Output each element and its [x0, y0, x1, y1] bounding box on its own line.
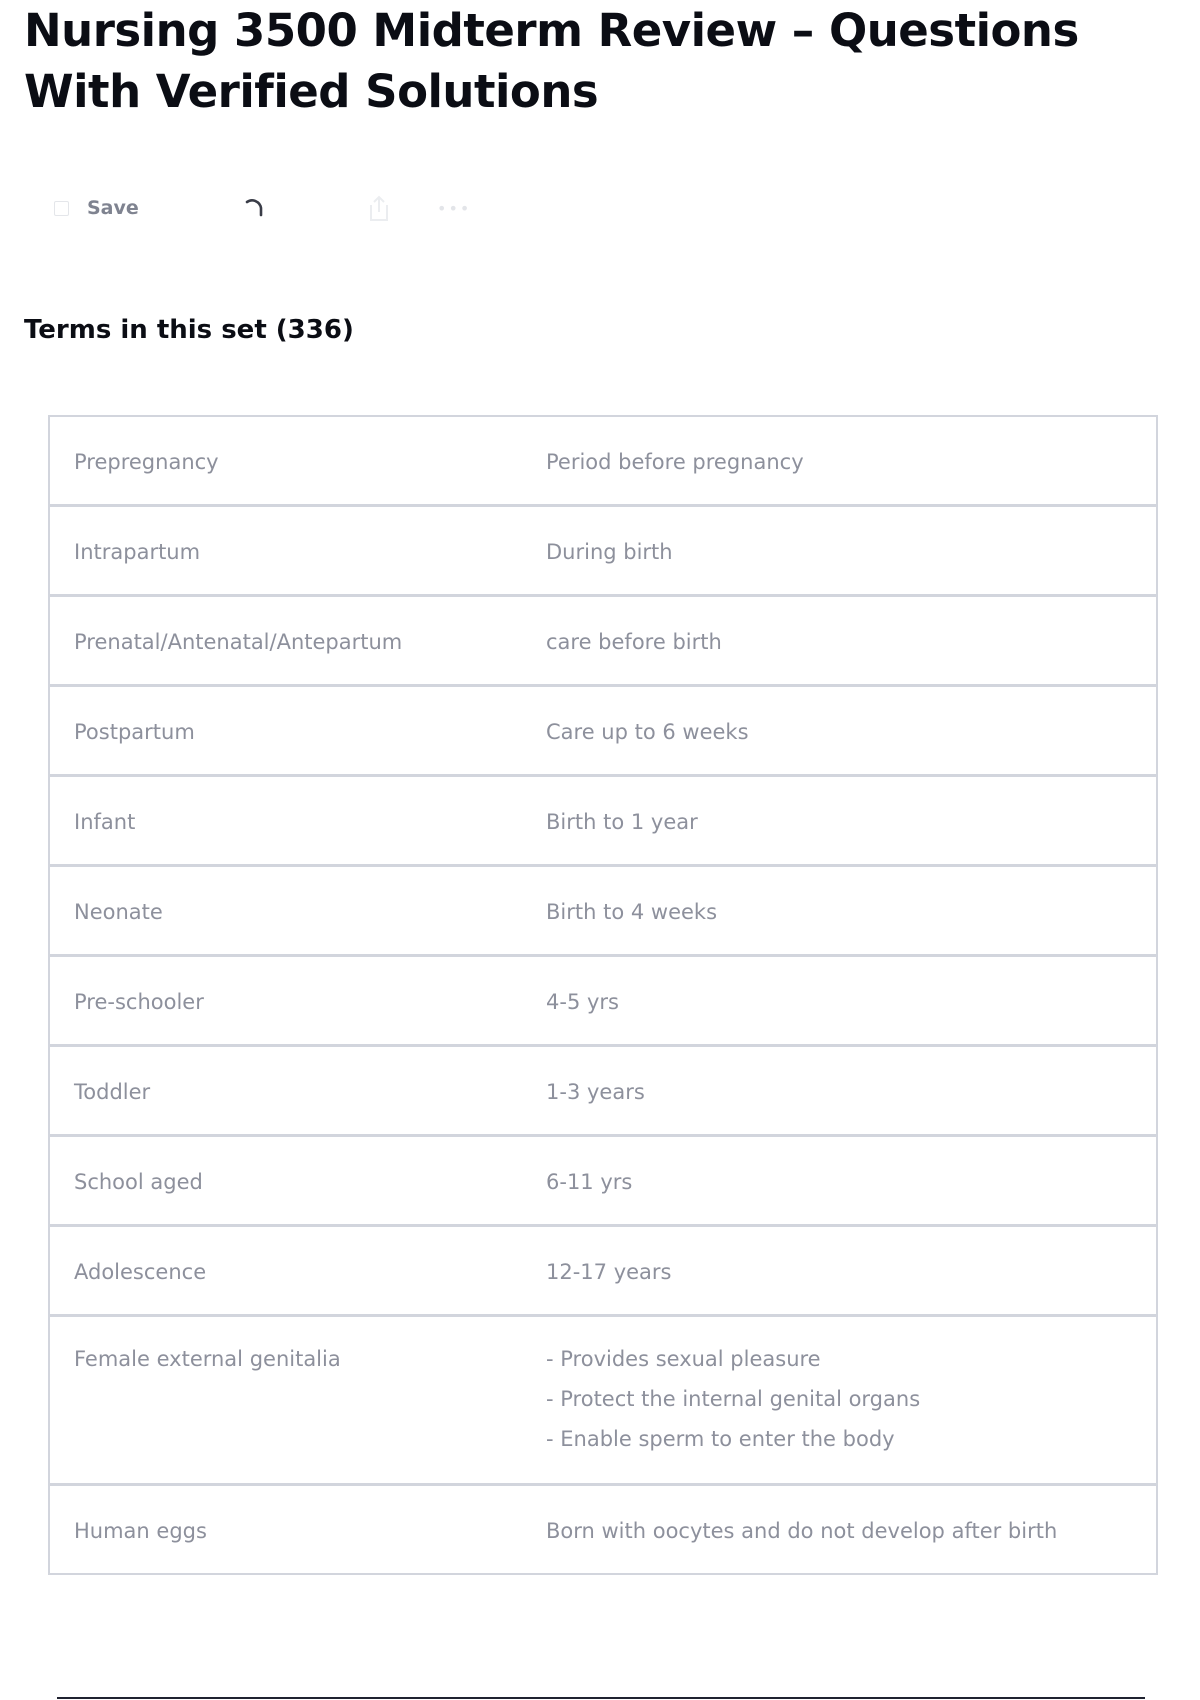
term-row — [48, 1135, 1158, 1226]
term-row — [48, 865, 1158, 956]
term-text: Human eggs — [74, 1519, 207, 1543]
term-text: Toddler — [74, 1080, 151, 1104]
terms-count-heading: Terms in this set (336) — [24, 315, 354, 345]
divider — [57, 1697, 1145, 1699]
definition-text: Care up to 6 weeks — [546, 720, 749, 744]
more-options-button[interactable] — [437, 188, 471, 228]
loading-spinner — [241, 188, 267, 228]
term-row — [48, 1225, 1158, 1316]
term-row — [48, 1484, 1158, 1575]
term-text: School aged — [74, 1170, 203, 1194]
save-button[interactable] — [54, 188, 139, 228]
share-button[interactable] — [366, 188, 392, 228]
term-text: Infant — [74, 810, 136, 834]
term-text: Pre-schooler — [74, 990, 204, 1014]
spinner-icon — [241, 195, 267, 221]
term-row — [48, 685, 1158, 776]
page-title: Nursing 3500 Midterm Review – Questions With Verified Solutions — [24, 4, 1079, 118]
definition-text: During birth — [546, 540, 673, 564]
term-row — [48, 955, 1158, 1046]
definition-text: Birth to 4 weeks — [546, 900, 718, 924]
terms-table — [48, 415, 1158, 1575]
save-label: Save — [87, 197, 139, 219]
term-row — [48, 775, 1158, 866]
definition-text: Period before pregnancy — [546, 450, 804, 474]
share-icon — [366, 193, 392, 223]
term-row — [48, 505, 1158, 596]
definition-text: 1-3 years — [546, 1080, 645, 1104]
term-text: Female external genitalia — [74, 1347, 341, 1371]
term-text: Intrapartum — [74, 540, 201, 564]
term-text: Neonate — [74, 900, 163, 924]
definition-text: - Provides sexual pleasure - Protect the internal genital organs - Enable sperm to enter the body — [546, 1347, 921, 1451]
term-row — [48, 1045, 1158, 1136]
toolbar — [54, 188, 514, 228]
definition-text: 12-17 years — [546, 1260, 672, 1284]
bookmark-icon — [54, 201, 69, 216]
term-row — [48, 1315, 1158, 1485]
term-text: Prepregnancy — [74, 450, 219, 474]
term-text: Prenatal/Antenatal/Antepartum — [74, 630, 403, 654]
term-text: Adolescence — [74, 1260, 207, 1284]
term-text: Postpartum — [74, 720, 195, 744]
more-icon: ••• — [437, 198, 472, 218]
definition-text: Birth to 1 year — [546, 810, 698, 834]
definition-text: care before birth — [546, 630, 722, 654]
term-row — [48, 595, 1158, 686]
definition-text: 4-5 yrs — [546, 990, 619, 1014]
term-row — [48, 415, 1158, 506]
definition-text: 6-11 yrs — [546, 1170, 633, 1194]
definition-text: Born with oocytes and do not develop after birth — [546, 1519, 1058, 1543]
